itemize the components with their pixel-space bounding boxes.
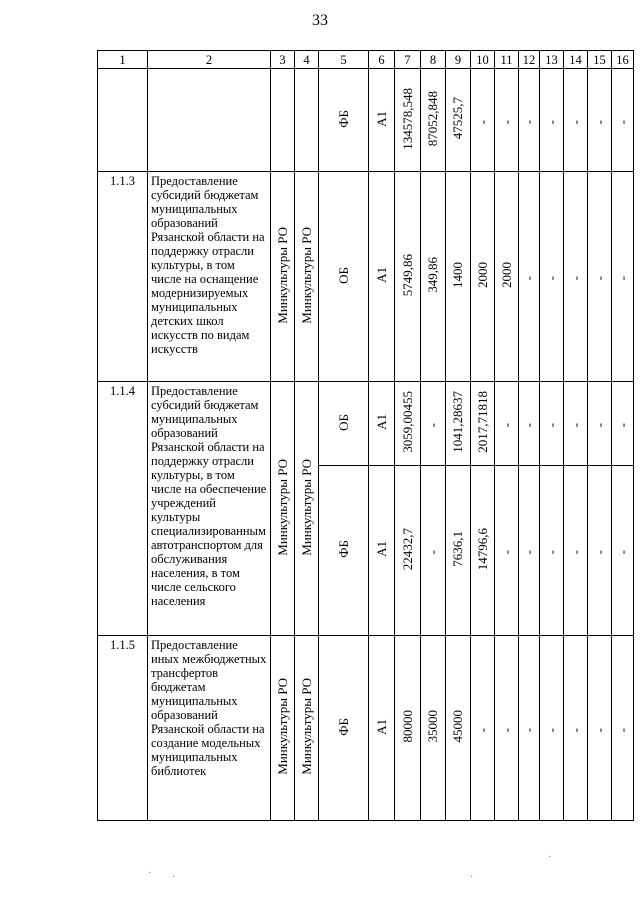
value-text: - — [521, 276, 536, 281]
header-cell: 13 — [540, 51, 564, 69]
cell-year — [564, 636, 588, 821]
value-text: - — [498, 550, 514, 555]
cell-coexecutor — [295, 69, 319, 172]
value-text: - — [521, 550, 536, 555]
value-text: - — [543, 119, 559, 124]
value-text: 134578,548 — [399, 87, 415, 150]
value-text: 2017,71818 — [474, 391, 490, 453]
cell-number: 1.1.4 — [98, 382, 148, 636]
coexecutor-text: Минкультуры РО — [298, 458, 314, 556]
value-text: - — [591, 550, 607, 555]
scan-speck: · — [548, 852, 552, 863]
cell-year — [446, 636, 471, 821]
header-cell: 8 — [421, 51, 446, 69]
source-text: ФБ — [335, 540, 351, 558]
table-row-1-1-4 — [98, 382, 634, 466]
cell-number: 1.1.5 — [98, 636, 148, 821]
value-text: - — [614, 276, 630, 281]
value-text: - — [614, 423, 630, 428]
code-text: А1 — [373, 267, 389, 283]
value-text: - — [567, 276, 583, 281]
cell-description: Предоставление субсидий бюджетам муниципальных образований Рязанской области на поддержку отрасли культуры, в том числе на оснащение модернизируемых муниципальных детских школ искусств по видам искусств — [148, 172, 271, 382]
cell-executor — [271, 69, 295, 172]
cell-year — [446, 172, 471, 382]
value-text: - — [474, 727, 490, 732]
cell-year — [588, 382, 612, 466]
value-text: 80000 — [399, 710, 415, 743]
cell-year — [612, 636, 634, 821]
coexecutor-text: Минкультуры РО — [298, 678, 314, 775]
source-text: ОБ — [335, 266, 351, 284]
value-text: - — [498, 423, 514, 428]
header-cell: 11 — [495, 51, 519, 69]
value-text: - — [614, 727, 630, 732]
value-text: - — [567, 727, 583, 732]
value-text: - — [591, 727, 607, 732]
executor-text: Минкультуры РО — [274, 678, 290, 775]
cell-source — [319, 636, 369, 821]
cell-year — [495, 69, 519, 172]
cell-year — [471, 172, 495, 382]
value-text: - — [498, 727, 514, 732]
value-text: 349,86 — [425, 257, 440, 293]
cell-year — [471, 466, 495, 636]
cell-coexecutor — [295, 172, 319, 382]
executor-text: Минкультуры РО — [274, 458, 290, 556]
value-text: 7636,1 — [450, 531, 465, 567]
cell-year — [540, 172, 564, 382]
header-row — [98, 51, 634, 69]
value-text: - — [543, 276, 559, 281]
cell-total — [395, 466, 421, 636]
value-text: 35000 — [425, 710, 440, 743]
value-text: 5749,86 — [399, 253, 415, 297]
executor-text: Минкультуры РО — [274, 226, 290, 324]
value-text: - — [521, 727, 536, 732]
value-text: - — [498, 119, 514, 124]
cell-year — [564, 69, 588, 172]
cell-description — [148, 69, 271, 172]
value-text: 22432,7 — [399, 527, 415, 571]
table-row-1-1-3 — [98, 172, 634, 382]
cell-year — [612, 382, 634, 466]
header-cell: 14 — [564, 51, 588, 69]
header-cell: 15 — [588, 51, 612, 69]
value-text: - — [614, 119, 630, 124]
cell-year — [421, 636, 446, 821]
cell-year — [519, 382, 540, 466]
cell-year — [564, 172, 588, 382]
table-row-1-1-5 — [98, 636, 634, 821]
source-text: ФБ — [335, 717, 351, 736]
cell-year — [540, 69, 564, 172]
table-row — [98, 69, 634, 172]
header-cell: 4 — [295, 51, 319, 69]
value-text: - — [591, 423, 607, 428]
cell-description: Предоставление субсидий бюджетам муниципальных образований Рязанской области на поддержку отрасли культуры, в том числе на обеспечение учреждений культуры специализированным автотранспортом для обслуживания населения, в том числе сельского населения — [148, 382, 271, 636]
cell-year — [519, 466, 540, 636]
value-text: 87052,848 — [425, 90, 440, 147]
cell-executor — [271, 382, 295, 636]
value-text: 1400 — [450, 262, 465, 288]
header-cell: 6 — [369, 51, 395, 69]
cell-source — [319, 172, 369, 382]
scan-speck: · — [470, 872, 474, 883]
value-text: - — [543, 550, 559, 555]
cell-code — [369, 382, 395, 466]
cell-year — [540, 636, 564, 821]
cell-source — [319, 69, 369, 172]
cell-total — [395, 172, 421, 382]
value-text: 14796,6 — [474, 527, 490, 571]
header-cell: 12 — [519, 51, 540, 69]
cell-year — [564, 466, 588, 636]
cell-executor — [271, 636, 295, 821]
header-cell: 7 — [395, 51, 421, 69]
cell-year — [519, 636, 540, 821]
value-text: 2000 — [474, 262, 490, 288]
source-text: ФБ — [335, 109, 351, 128]
cell-total — [395, 69, 421, 172]
cell-year — [471, 69, 495, 172]
source-text: ОБ — [335, 413, 351, 431]
cell-total — [395, 636, 421, 821]
value-text: 1041,28637 — [450, 391, 465, 453]
cell-year — [495, 382, 519, 466]
value-text: - — [521, 119, 536, 124]
budget-table — [97, 50, 634, 821]
cell-coexecutor — [295, 636, 319, 821]
cell-year — [446, 69, 471, 172]
cell-code — [369, 69, 395, 172]
cell-year — [495, 466, 519, 636]
cell-coexecutor — [295, 382, 319, 636]
value-text: - — [425, 550, 440, 555]
header-cell: 1 — [98, 51, 148, 69]
cell-description: Предоставление иных межбюджетных трансфертов бюджетам муниципальных образований Рязанской области на создание модельных муниципальных библиотек — [148, 636, 271, 821]
cell-source — [319, 466, 369, 636]
header-cell: 10 — [471, 51, 495, 69]
cell-year — [421, 466, 446, 636]
code-text: А1 — [373, 110, 389, 127]
cell-total — [395, 382, 421, 466]
cell-source — [319, 382, 369, 466]
cell-year — [495, 636, 519, 821]
cell-code — [369, 172, 395, 382]
code-text: А1 — [373, 414, 389, 430]
header-cell: 5 — [319, 51, 369, 69]
cell-year — [421, 172, 446, 382]
cell-year — [446, 466, 471, 636]
page-number: 33 — [312, 12, 328, 29]
value-text: - — [425, 423, 440, 428]
header-cell: 9 — [446, 51, 471, 69]
cell-number — [98, 69, 148, 172]
cell-code — [369, 636, 395, 821]
cell-year — [519, 69, 540, 172]
cell-year — [519, 172, 540, 382]
scan-speck: · — [148, 868, 152, 879]
cell-year — [471, 636, 495, 821]
value-text: - — [543, 727, 559, 732]
value-text: 3059,00455 — [399, 391, 415, 453]
cell-year — [540, 466, 564, 636]
value-text: - — [567, 423, 583, 428]
value-text: - — [591, 276, 607, 281]
value-text: - — [591, 119, 607, 124]
header-cell: 2 — [148, 51, 271, 69]
value-text: - — [543, 423, 559, 428]
cell-code — [369, 466, 395, 636]
code-text: А1 — [373, 541, 389, 557]
value-text: 2000 — [498, 262, 514, 288]
value-text: - — [567, 119, 583, 124]
coexecutor-text: Минкультуры РО — [298, 226, 314, 324]
cell-year — [588, 636, 612, 821]
header-cell: 16 — [612, 51, 634, 69]
code-text: А1 — [373, 718, 389, 735]
cell-year — [421, 382, 446, 466]
value-text: - — [521, 423, 536, 428]
cell-year — [471, 382, 495, 466]
cell-year — [495, 172, 519, 382]
cell-year — [588, 172, 612, 382]
value-text: - — [474, 119, 490, 124]
value-text: - — [614, 550, 630, 555]
cell-year — [612, 172, 634, 382]
cell-year — [612, 466, 634, 636]
scan-speck: · — [172, 872, 176, 883]
cell-year — [588, 466, 612, 636]
cell-executor — [271, 172, 295, 382]
cell-year — [588, 69, 612, 172]
header-cell: 3 — [271, 51, 295, 69]
cell-number: 1.1.3 — [98, 172, 148, 382]
cell-year — [540, 382, 564, 466]
value-text: - — [567, 550, 583, 555]
cell-year — [564, 382, 588, 466]
value-text: 47525,7 — [450, 97, 465, 140]
cell-year — [421, 69, 446, 172]
value-text: 45000 — [450, 710, 465, 743]
cell-year — [446, 382, 471, 466]
cell-year — [612, 69, 634, 172]
